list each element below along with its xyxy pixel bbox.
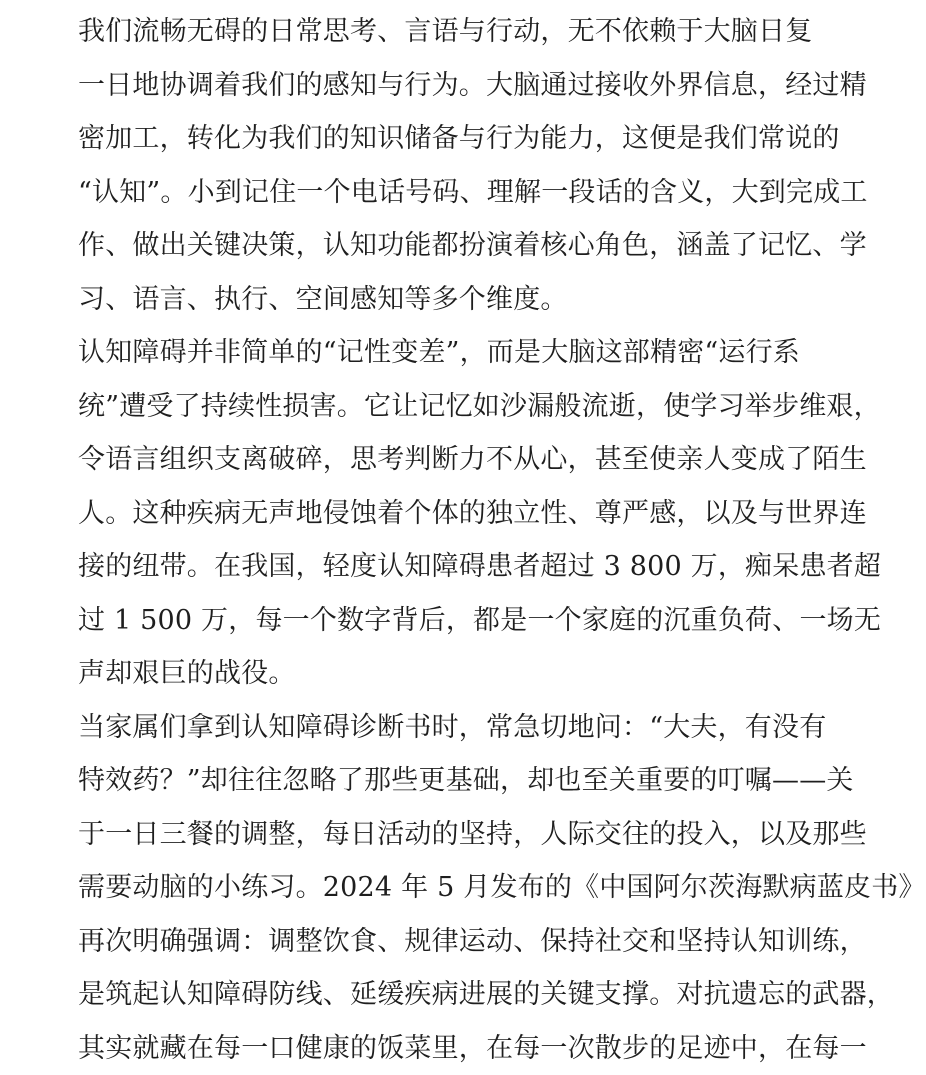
text-line: 人。这种疾病无声地侵蚀着个体的独立性、尊严感，以及与世界连 — [24, 487, 780, 541]
text-line: 其实就藏在每一口健康的饭菜里，在每一次散步的足迹中，在每一 — [24, 1022, 780, 1075]
text-line: 再次明确强调：调整饮食、规律运动、保持社交和坚持认知训练， — [24, 915, 780, 969]
text-line: 密加工，转化为我们的知识储备与行为能力，这便是我们常说的 — [24, 112, 780, 166]
text-line: 需要动脑的小练习。2024 年 5 月发布的《中国阿尔茨海默病蓝皮书》 — [24, 861, 780, 915]
text-line: 当家属们拿到认知障碍诊断书时，常急切地问：“大夫，有没有 — [24, 701, 780, 755]
text-line: 一日地协调着我们的感知与行为。大脑通过接收外界信息，经过精 — [24, 59, 780, 113]
text-line: 声却艰巨的战役。 — [24, 647, 780, 701]
text-line: 作、做出关键决策，认知功能都扮演着核心角色，涵盖了记忆、学 — [24, 219, 780, 273]
text-line: “认知”。小到记住一个电话号码、理解一段话的含义，大到完成工 — [24, 166, 780, 220]
text-line: 认知障碍并非简单的“记性变差”，而是大脑这部精密“运行系 — [24, 326, 780, 380]
text-line: 于一日三餐的调整，每日活动的坚持，人际交往的投入，以及那些 — [24, 808, 780, 862]
text-line: 统”遭受了持续性损害。它让记忆如沙漏般流逝，使学习举步维艰， — [24, 380, 780, 434]
text-line: 令语言组织支离破碎，思考判断力不从心，甚至使亲人变成了陌生 — [24, 433, 780, 487]
text-line: 过 1 500 万，每一个数字背后，都是一个家庭的沉重负荷、一场无 — [24, 594, 780, 648]
paragraph-cognitive-impairment — [24, 326, 780, 701]
paragraph-cognition-intro — [24, 5, 780, 326]
text-line: 是筑起认知障碍防线、延缓疾病进展的关键支撑。对抗遗忘的武器， — [24, 968, 780, 1022]
text-line: 接的纽带。在我国，轻度认知障碍患者超过 3 800 万，痴呆患者超 — [24, 540, 780, 594]
paragraph-family-care — [24, 701, 780, 1075]
text-line: 我们流畅无碍的日常思考、言语与行动，无不依赖于大脑日复 — [24, 5, 780, 59]
text-line: 特效药？”却往往忽略了那些更基础，却也至关重要的叮嘱——关 — [24, 754, 780, 808]
text-line: 习、语言、执行、空间感知等多个维度。 — [24, 273, 780, 327]
document-page — [24, 5, 780, 1075]
